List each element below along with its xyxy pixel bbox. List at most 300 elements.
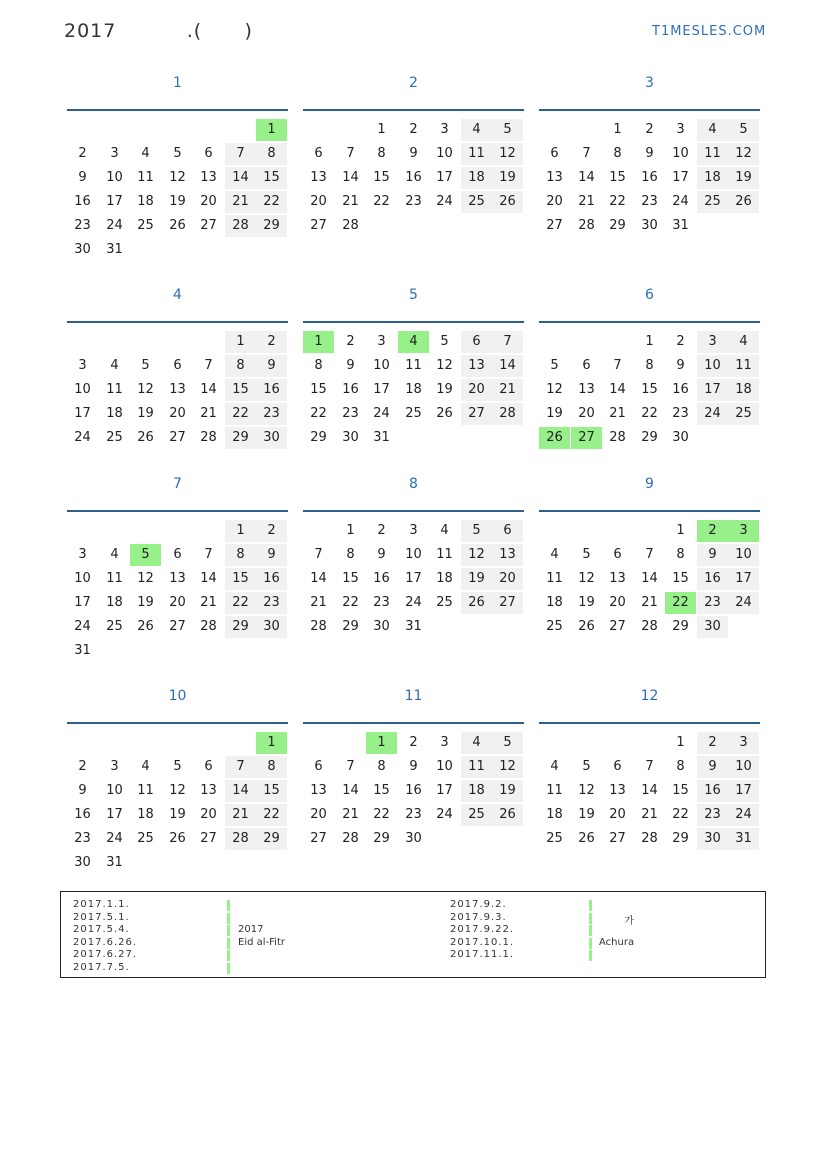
day-cell: 13 [169, 571, 186, 586]
month-title: 1 [173, 75, 182, 91]
day-cell: 22 [256, 804, 287, 826]
day-cell: 31 [106, 242, 123, 257]
month-divider [539, 109, 760, 111]
month-title: 11 [404, 688, 423, 704]
day-cell: 20 [310, 194, 327, 209]
day-cell: 3 [728, 732, 759, 754]
day-cell: 17 [728, 568, 759, 590]
day-cell: 17 [672, 170, 689, 185]
day-cell: 5 [141, 358, 150, 373]
day-cell: 28 [578, 218, 595, 233]
day-cell: 1 [256, 119, 287, 141]
day-cell: 11 [106, 382, 123, 397]
day-cell: 5 [492, 732, 523, 754]
day-cell: 19 [546, 406, 563, 421]
day-cell: 18 [106, 406, 123, 421]
day-cell: 2 [346, 334, 355, 349]
day-cell: 1 [366, 732, 397, 754]
day-cell: 16 [256, 568, 287, 590]
note-date: 2017.11.1. [450, 949, 515, 960]
note-date: 2017.9.2. [450, 899, 507, 910]
day-cell: 8 [225, 544, 256, 566]
day-cell: 8 [314, 358, 323, 373]
day-cell: 17 [436, 783, 453, 798]
day-cell: 27 [609, 619, 626, 634]
day-cell: 20 [169, 595, 186, 610]
note-holiday-name: Eid al-Fitr [238, 936, 285, 948]
month-title: 5 [409, 287, 418, 303]
day-cell: 11 [461, 143, 492, 165]
month-10 [67, 688, 288, 878]
day-cell: 24 [74, 619, 91, 634]
day-cell: 8 [377, 759, 386, 774]
day-cell: 7 [225, 143, 256, 165]
day-cell: 16 [697, 568, 728, 590]
day-cell: 26 [137, 430, 154, 445]
day-cell: 26 [137, 619, 154, 634]
day-cell: 11 [461, 756, 492, 778]
day-cell: 5 [461, 520, 492, 542]
day-cell: 27 [546, 218, 563, 233]
day-cell: 3 [377, 334, 386, 349]
day-cell: 20 [461, 379, 492, 401]
day-cell: 28 [342, 218, 359, 233]
day-cell: 24 [106, 831, 123, 846]
day-cell: 19 [578, 807, 595, 822]
day-cell: 9 [645, 146, 654, 161]
day-cell: 20 [546, 194, 563, 209]
day-cell: 4 [697, 119, 728, 141]
day-cell: 1 [676, 523, 685, 538]
day-cell: 1 [225, 331, 256, 353]
month-8 [303, 476, 524, 666]
month-divider [539, 321, 760, 323]
day-cell: 8 [676, 759, 685, 774]
day-cell: 9 [78, 170, 87, 185]
day-cell: 24 [106, 218, 123, 233]
day-cell: 6 [613, 759, 622, 774]
month-divider [539, 722, 760, 724]
day-cell: 22 [256, 191, 287, 213]
day-cell: 28 [609, 430, 626, 445]
day-cell: 30 [697, 616, 728, 638]
day-cell: 14 [342, 783, 359, 798]
day-cell: 10 [74, 571, 91, 586]
day-cell: 29 [256, 828, 287, 850]
day-cell: 19 [137, 595, 154, 610]
day-cell: 28 [225, 215, 256, 237]
day-cell: 20 [609, 807, 626, 822]
day-cell: 29 [342, 619, 359, 634]
day-cell: 25 [546, 619, 563, 634]
day-cell: 13 [200, 783, 217, 798]
day-cell: 20 [492, 568, 523, 590]
day-cell: 8 [346, 547, 355, 562]
day-cell: 21 [225, 804, 256, 826]
day-cell: 9 [409, 759, 418, 774]
day-cell: 27 [310, 831, 327, 846]
day-cell: 30 [641, 218, 658, 233]
day-cell: 28 [342, 831, 359, 846]
day-cell: 8 [613, 146, 622, 161]
day-cell: 10 [728, 544, 759, 566]
day-cell: 11 [697, 143, 728, 165]
day-cell: 22 [609, 194, 626, 209]
day-cell: 17 [728, 780, 759, 802]
day-cell: 15 [342, 571, 359, 586]
day-cell: 4 [440, 523, 449, 538]
month-title: 4 [173, 287, 182, 303]
day-cell: 24 [697, 403, 728, 425]
month-1 [67, 75, 288, 265]
day-cell: 2 [409, 735, 418, 750]
day-cell: 27 [609, 831, 626, 846]
day-cell: 16 [405, 170, 422, 185]
day-cell: 16 [74, 194, 91, 209]
day-cell: 1 [676, 735, 685, 750]
day-cell: 31 [106, 855, 123, 870]
day-cell: 18 [728, 379, 759, 401]
day-cell: 26 [728, 191, 759, 213]
day-cell: 3 [697, 331, 728, 353]
day-cell: 6 [314, 146, 323, 161]
day-cell: 2 [697, 520, 728, 542]
day-cell: 13 [609, 571, 626, 586]
day-cell: 24 [728, 804, 759, 826]
day-cell: 25 [106, 430, 123, 445]
day-cell: 7 [613, 358, 622, 373]
day-cell: 24 [74, 430, 91, 445]
day-cell: 15 [256, 780, 287, 802]
day-cell: 16 [342, 382, 359, 397]
day-cell: 28 [225, 828, 256, 850]
day-cell: 19 [728, 167, 759, 189]
day-cell: 10 [728, 756, 759, 778]
day-cell: 20 [609, 595, 626, 610]
day-cell: 25 [728, 403, 759, 425]
day-cell: 21 [200, 406, 217, 421]
day-cell: 14 [578, 170, 595, 185]
day-cell: 30 [697, 828, 728, 850]
day-cell: 3 [440, 122, 449, 137]
note-marker [227, 900, 230, 911]
day-cell: 4 [728, 331, 759, 353]
day-cell: 25 [436, 595, 453, 610]
day-cell: 28 [200, 619, 217, 634]
day-cell: 17 [436, 170, 453, 185]
day-cell: 5 [492, 119, 523, 141]
day-cell: 26 [436, 406, 453, 421]
day-cell: 30 [256, 616, 287, 638]
day-cell: 26 [461, 592, 492, 614]
day-cell: 2 [256, 331, 287, 353]
day-cell: 2 [645, 122, 654, 137]
day-cell: 7 [645, 547, 654, 562]
day-cell: 13 [310, 783, 327, 798]
day-cell: 17 [405, 571, 422, 586]
day-cell: 21 [492, 379, 523, 401]
day-cell: 19 [461, 568, 492, 590]
day-cell: 3 [78, 547, 87, 562]
brand-link[interactable]: T1MESLES.COM [652, 24, 767, 39]
day-cell: 22 [373, 807, 390, 822]
day-cell: 28 [310, 619, 327, 634]
day-cell: 9 [697, 756, 728, 778]
day-cell: 27 [169, 430, 186, 445]
day-cell: 14 [342, 170, 359, 185]
day-cell: 15 [310, 382, 327, 397]
day-cell: 16 [74, 807, 91, 822]
day-cell: 3 [110, 759, 119, 774]
day-cell: 23 [256, 403, 287, 425]
month-2 [303, 75, 524, 265]
note-marker [589, 950, 592, 961]
day-cell: 17 [106, 807, 123, 822]
day-cell: 23 [405, 807, 422, 822]
day-cell: 4 [141, 759, 150, 774]
day-cell: 11 [436, 547, 453, 562]
month-divider [303, 109, 524, 111]
day-cell: 12 [461, 544, 492, 566]
day-cell: 29 [672, 831, 689, 846]
day-cell: 30 [74, 242, 91, 257]
day-cell: 7 [582, 146, 591, 161]
day-cell: 6 [173, 358, 182, 373]
day-cell: 28 [641, 831, 658, 846]
day-cell: 10 [106, 783, 123, 798]
month-title: 6 [645, 287, 654, 303]
holiday-legend [60, 891, 766, 978]
day-cell: 4 [398, 331, 429, 353]
day-cell: 13 [492, 544, 523, 566]
day-cell: 22 [641, 406, 658, 421]
day-cell: 28 [492, 403, 523, 425]
day-cell: 14 [310, 571, 327, 586]
day-cell: 19 [436, 382, 453, 397]
month-title: 7 [173, 476, 182, 492]
day-cell: 14 [200, 571, 217, 586]
day-cell: 23 [697, 804, 728, 826]
month-6 [539, 287, 760, 477]
day-cell: 29 [609, 218, 626, 233]
day-cell: 16 [697, 780, 728, 802]
month-5 [303, 287, 524, 477]
day-cell: 5 [130, 544, 161, 566]
day-cell: 29 [641, 430, 658, 445]
day-cell: 26 [169, 218, 186, 233]
day-cell: 4 [141, 146, 150, 161]
day-cell: 23 [74, 831, 91, 846]
day-cell: 25 [461, 191, 492, 213]
day-cell: 24 [728, 592, 759, 614]
note-marker [589, 925, 592, 936]
note-date: 2017.10.1. [450, 936, 515, 948]
day-cell: 2 [78, 146, 87, 161]
day-cell: 24 [672, 194, 689, 209]
day-cell: 27 [461, 403, 492, 425]
day-cell: 21 [609, 406, 626, 421]
day-cell: 25 [546, 831, 563, 846]
month-divider [67, 109, 288, 111]
day-cell: 23 [373, 595, 390, 610]
day-cell: 9 [377, 547, 386, 562]
note-marker [589, 938, 592, 949]
day-cell: 14 [641, 783, 658, 798]
day-cell: 7 [204, 358, 213, 373]
day-cell: 14 [225, 780, 256, 802]
note-date: 2017.1.1. [73, 899, 130, 910]
day-cell: 6 [204, 759, 213, 774]
day-cell: 7 [225, 756, 256, 778]
day-cell: 14 [641, 571, 658, 586]
day-cell: 6 [314, 759, 323, 774]
day-cell: 13 [310, 170, 327, 185]
day-cell: 8 [256, 756, 287, 778]
day-cell: 31 [728, 828, 759, 850]
day-cell: 3 [440, 735, 449, 750]
day-cell: 10 [106, 170, 123, 185]
day-cell: 29 [672, 619, 689, 634]
day-cell: 15 [256, 167, 287, 189]
day-cell: 30 [256, 427, 287, 449]
day-cell: 4 [461, 119, 492, 141]
day-cell: 16 [373, 571, 390, 586]
month-9 [539, 476, 760, 666]
day-cell: 29 [225, 616, 256, 638]
month-title: 8 [409, 476, 418, 492]
day-cell: 20 [310, 807, 327, 822]
month-7 [67, 476, 288, 666]
day-cell: 23 [256, 592, 287, 614]
day-cell: 9 [256, 355, 287, 377]
day-cell: 31 [373, 430, 390, 445]
day-cell: 31 [672, 218, 689, 233]
day-cell: 26 [492, 804, 523, 826]
day-cell: 5 [173, 146, 182, 161]
day-cell: 15 [641, 382, 658, 397]
day-cell: 30 [74, 855, 91, 870]
day-cell: 7 [346, 759, 355, 774]
day-cell: 17 [697, 379, 728, 401]
day-cell: 29 [310, 430, 327, 445]
note-date: 2017.7.5. [73, 961, 130, 973]
note-date: 2017.9.3. [450, 911, 507, 923]
day-cell: 17 [373, 382, 390, 397]
day-cell: 31 [74, 643, 91, 658]
day-cell: 18 [546, 807, 563, 822]
day-cell: 2 [256, 520, 287, 542]
note-marker [589, 913, 592, 924]
note-date: 2017.5.4. [73, 924, 130, 935]
note-date: 2017.6.27. [73, 949, 138, 960]
day-cell: 2 [697, 732, 728, 754]
day-cell: 8 [256, 143, 287, 165]
day-cell: 22 [373, 194, 390, 209]
day-cell: 25 [106, 619, 123, 634]
day-cell: 10 [436, 146, 453, 161]
month-divider [303, 321, 524, 323]
day-cell: 2 [676, 334, 685, 349]
day-cell: 18 [137, 194, 154, 209]
note-date: 2017.9.22. [450, 924, 515, 935]
day-cell: 25 [405, 406, 422, 421]
day-cell: 28 [641, 619, 658, 634]
day-cell: 4 [550, 547, 559, 562]
day-cell: 23 [697, 592, 728, 614]
day-cell: 17 [106, 194, 123, 209]
day-cell: 29 [256, 215, 287, 237]
note-date: 2017.6.26. [73, 936, 138, 948]
day-cell: 14 [492, 355, 523, 377]
day-cell: 25 [461, 804, 492, 826]
day-cell: 21 [310, 595, 327, 610]
day-cell: 18 [436, 571, 453, 586]
month-title: 10 [168, 688, 187, 704]
day-cell: 25 [697, 191, 728, 213]
day-cell: 20 [169, 406, 186, 421]
day-cell: 24 [405, 595, 422, 610]
day-cell: 1 [346, 523, 355, 538]
day-cell: 11 [728, 355, 759, 377]
day-cell: 6 [461, 331, 492, 353]
day-cell: 19 [492, 167, 523, 189]
day-cell: 11 [405, 358, 422, 373]
day-cell: 14 [609, 382, 626, 397]
note-marker [227, 950, 230, 961]
day-cell: 4 [110, 358, 119, 373]
day-cell: 16 [405, 783, 422, 798]
day-cell: 17 [74, 595, 91, 610]
day-cell: 18 [546, 595, 563, 610]
day-cell: 12 [137, 571, 154, 586]
day-cell: 13 [578, 382, 595, 397]
day-cell: 13 [609, 783, 626, 798]
day-cell: 22 [672, 807, 689, 822]
day-cell: 22 [665, 592, 696, 614]
day-cell: 19 [169, 194, 186, 209]
month-12 [539, 688, 760, 878]
day-cell: 15 [672, 783, 689, 798]
day-cell: 3 [728, 520, 759, 542]
day-cell: 6 [613, 547, 622, 562]
month-title: 3 [645, 75, 654, 91]
day-cell: 29 [373, 831, 390, 846]
day-cell: 1 [377, 122, 386, 137]
day-cell: 12 [728, 143, 759, 165]
day-cell: 30 [672, 430, 689, 445]
day-cell: 5 [440, 334, 449, 349]
day-cell: 2 [377, 523, 386, 538]
day-cell: 14 [200, 382, 217, 397]
day-cell: 6 [173, 547, 182, 562]
note-holiday-name: 2017 [238, 924, 264, 935]
day-cell: 12 [169, 170, 186, 185]
month-title: 2 [409, 75, 418, 91]
note-holiday-name: Achura [599, 936, 635, 948]
day-cell: 15 [225, 568, 256, 590]
day-cell: 9 [697, 544, 728, 566]
day-cell: 7 [204, 547, 213, 562]
day-cell: 25 [137, 831, 154, 846]
day-cell: 10 [672, 146, 689, 161]
note-marker [227, 963, 230, 974]
day-cell: 24 [373, 406, 390, 421]
day-cell: 26 [492, 191, 523, 213]
day-cell: 23 [672, 406, 689, 421]
day-cell: 18 [106, 595, 123, 610]
day-cell: 16 [641, 170, 658, 185]
day-cell: 4 [550, 759, 559, 774]
